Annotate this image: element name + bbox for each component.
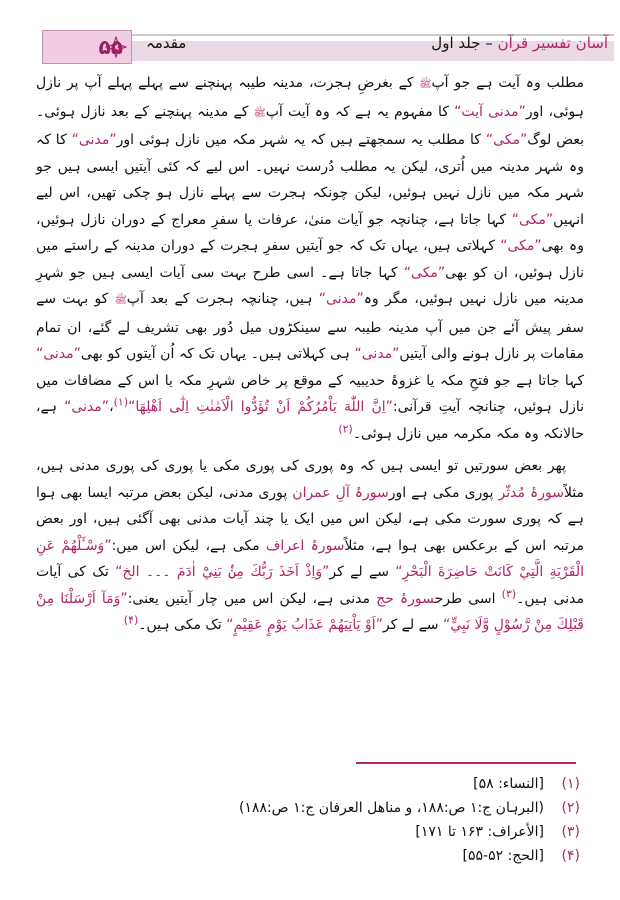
- title-separator: –: [485, 34, 493, 52]
- surah-name: سورۂ حج: [376, 590, 435, 607]
- footnote-text: [الأعراف: ۱۶۳ تا ۱۷۱]: [415, 824, 544, 840]
- quoted-term: ”مکی“: [511, 211, 554, 228]
- text-run: کا کہ وہ شہر مدینہ میں اُتری، لیکن یہ مطلب دُرست نہیں۔ اس لیے کہ کئی آیتیں ایسی ہیں جو شہر مکہ میں نازل نہیں ہوئیں، لیکن چونکہ ہجرت سے پہلے نازل ہو چکی تھیں، اس لیے انہیں: [36, 132, 584, 228]
- text-run: کہلاتی ہیں، یہاں تک کہ جو آیتیں سفرِ ہجرت کے دوران مدینہ کے راستے میں نازل ہوئیں، ان کو بھی: [36, 238, 584, 281]
- footnote-number: (۳): [561, 824, 580, 840]
- surah-name: سورۂ اعراف: [265, 537, 345, 554]
- footnotes: [40, 772, 580, 868]
- quoted-term: ”مدنی“: [36, 346, 81, 362]
- text-run: پوری مدنی، لیکن بعض مرتبہ ایسا بھی ہوا ہے کہ پوری سورت مکی ہے، لیکن اس میں ایک یا چند آیات مدنی بھی آگئی ہیں، اور بعض مرتبہ اس کے برعکس بھی ہوا ہے، مثلاً: [36, 484, 585, 554]
- text-run: ہیں، چنانچہ ہجرت کے بعد آپ: [126, 291, 319, 307]
- footnote-number: (۱): [561, 776, 580, 792]
- surah-name: سورۂ آلِ عمران: [292, 484, 389, 501]
- paragraph-2: [36, 453, 584, 639]
- text-run: سے لے کر: [382, 617, 443, 633]
- salutation-symbol: ﷺ: [419, 79, 432, 90]
- quran-ayah: ”اِنَّ اللّٰهَ يَاْمُرُكُمْ اَنْ تُؤَدُّوا الْاَمٰنٰتِ اِلٰٓى اَهْلِهَا“: [128, 399, 393, 415]
- footnote-number: (۲): [561, 800, 580, 816]
- footnote-item: [40, 820, 580, 844]
- ornament-icon: [105, 36, 127, 58]
- quoted-term: ”مکی“: [485, 132, 528, 148]
- text-run: ہی کہلاتی ہیں۔ یہاں تک کہ اُن آیتوں کو بھی: [80, 346, 355, 362]
- surah-name: سورۂ مُدثّر: [498, 484, 564, 501]
- text-run: کا مفہوم یہ ہے کہ وہ آیت آپ: [265, 103, 455, 120]
- text-run: مدنی ہے، لیکن اس میں چار آیتیں یعنی:: [127, 590, 377, 607]
- quoted-term: ”مدنی“: [71, 132, 117, 148]
- page-number: ۵۵: [98, 35, 123, 59]
- text-run: تک کی آیات مدنی ہیں۔: [36, 564, 585, 607]
- footnote-item: [40, 796, 580, 820]
- volume-label: جلد اول: [431, 34, 481, 52]
- text-run: تک مکی ہیں۔: [138, 617, 227, 633]
- footnote-ref[interactable]: (۱): [113, 395, 129, 409]
- footnote-ref[interactable]: (۴): [123, 613, 139, 627]
- salutation-symbol: ﷺ: [114, 295, 127, 306]
- quoted-term: ”مکی“: [403, 264, 446, 281]
- running-title: [431, 34, 608, 52]
- text-run: کے بغرضِ ہجرت، مدینہ طیبہ پہنچنے سے پہلے پہلے آپ پر نازل ہوئی، اور: [36, 75, 584, 120]
- quran-ayah: ”اَوْ يَاْتِيَهُمْ عَذَابُ يَوْمٍ عَقِيْمٍ“: [226, 617, 383, 633]
- text-run: کہا جاتا ہے جو فتحِ مکہ یا غزوۂ حدیبیہ کے موقع پر خاص شہرِ مکہ یا اس کے مضافات میں نازل ہوئیں، چنانچہ آیتِ قرآنی:: [36, 372, 584, 415]
- text-run: مکی ہے، لیکن اس میں:: [111, 537, 266, 554]
- quoted-term: ”مدنی“: [354, 346, 400, 362]
- text-run: کہا جاتا ہے، چنانچہ جو آیات منیٰ، عرفات یا سفرِ معراج کے دوران نازل ہوئیں، وہ بھی: [36, 211, 584, 254]
- footnote-text: (البرہان ج:۱ ص:۱۸۸، و مناهل العرفان ج:۱ ص:۱۸۸): [238, 800, 544, 816]
- paragraph-1: [36, 70, 584, 447]
- text-run: مطلب وہ آیت ہے جو آپ: [431, 75, 584, 91]
- text-run: ،: [109, 399, 114, 415]
- page-header: [6, 24, 614, 64]
- text-run: کا مطلب یہ سمجھتے ہیں کہ یہ شہر مکہ میں نازل ہوئی اور: [116, 132, 486, 148]
- footnote-item: [40, 844, 580, 868]
- footnote-number: (۴): [561, 848, 580, 864]
- salutation-symbol: ﷺ: [253, 107, 266, 119]
- page-number-box: [42, 30, 132, 64]
- quoted-term: ”مدنی“: [64, 399, 110, 415]
- quoted-term: ”مکی“: [500, 238, 542, 254]
- quran-ayah: ”وَسْـَٔلْهُمْ عَنِ الْقَرْيَةِ الَّتِيْ كَانَتْ حَاضِرَةَ الْبَحْرِ“: [36, 537, 584, 580]
- footnote-text: [الحج: ۵۲-۵۵]: [462, 848, 544, 864]
- footnote-text: [النساء: ۵۸]: [473, 776, 544, 792]
- book-title: آسان تفسیر قرآن: [497, 34, 608, 52]
- body-text: [36, 70, 584, 645]
- text-run: سے لے کر: [329, 564, 396, 580]
- footnote-ref[interactable]: (۲): [338, 421, 353, 435]
- text-run: کے مدینہ پہنچنے کے بعد نازل ہوئی۔ بعض لوگ: [36, 103, 584, 148]
- text-run: پھر بعض سورتیں تو ایسی ہیں کہ وہ پوری کی پوری مکی یا پوری کی پوری مدنی ہیں، مثلاً: [36, 458, 585, 501]
- text-run: پوری مکی ہے اور: [388, 484, 499, 501]
- quran-ayah: ”وَمَآ اَرْسَلْنَا مِنْ قَبْلِكَ مِنْ رَّسُوْلٍ وَّلَا نَبِيٍّ“: [36, 590, 584, 633]
- quoted-term: ”مدنی آیت“: [454, 103, 526, 120]
- text-run: کہا جاتا ہے۔ اسی طرح بہت سی آیات ایسی ہیں جو شہرِ مدینہ میں نازل نہیں ہوئیں، مگر وہ: [36, 264, 585, 307]
- footnote-item: [40, 772, 580, 796]
- section-title: مقدمہ: [146, 34, 187, 52]
- quran-ayah: ”وَاِذْ اَخَذَ رَبُّكَ مِنْۢ بَنِيْٓ اٰدَمَ ۔۔۔ الخ“: [115, 564, 330, 580]
- footnote-ref[interactable]: (۳): [501, 586, 517, 600]
- text-run: ہے، حالانکہ وہ مکہ مکرمہ میں نازل ہوئی۔: [36, 399, 584, 442]
- footnote-divider: [356, 762, 576, 764]
- text-run: کو بہت سے سفر پیش آئے جن میں آپ مدینہ طیبہ سے سینکڑوں میل دُور بھی تشریف لے گئے، ان تمام مقامات پر نازل ہونے والی آیتیں: [36, 291, 584, 362]
- quoted-term: ”مدنی“: [318, 291, 364, 307]
- text-run: اسی طرح: [434, 590, 502, 607]
